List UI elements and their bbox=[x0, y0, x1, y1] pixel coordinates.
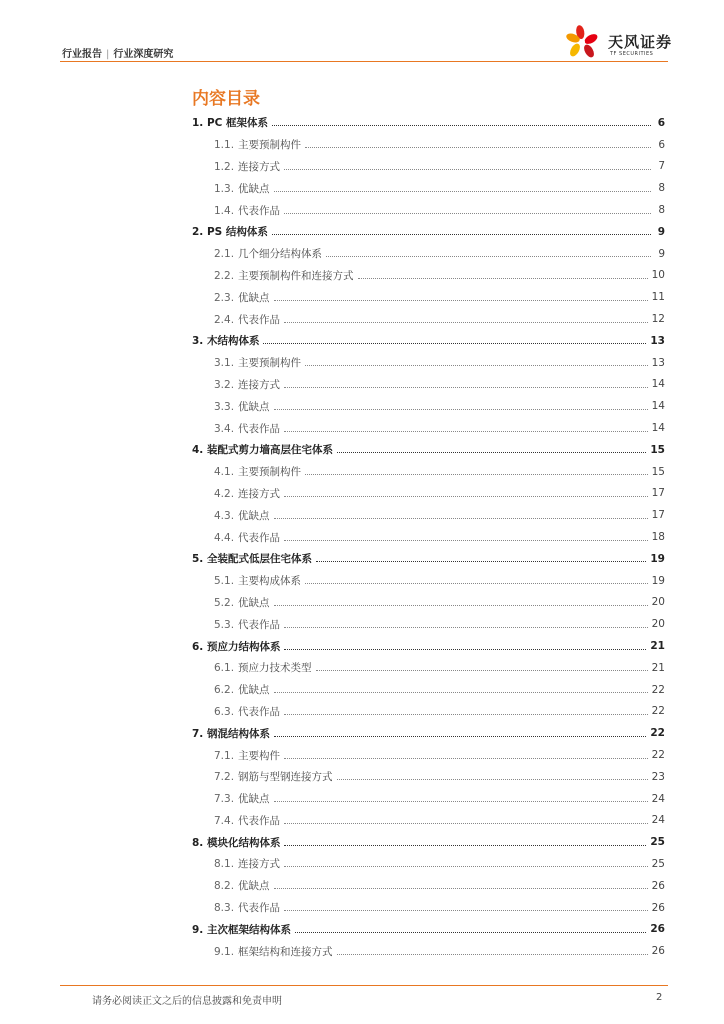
toc-page-number: 22 bbox=[651, 705, 665, 718]
footer-divider bbox=[60, 985, 668, 986]
toc-page-number: 15 bbox=[651, 465, 665, 478]
report-category bbox=[62, 45, 173, 60]
toc-page-number: 22 bbox=[651, 683, 665, 696]
toc-entry-label bbox=[214, 399, 272, 414]
toc-entry-text: 模块化结构体系 bbox=[206, 836, 281, 849]
toc-chapter-entry[interactable] bbox=[192, 330, 665, 352]
toc-chapter-entry[interactable] bbox=[192, 112, 665, 134]
toc-entry-number: 7.3. bbox=[214, 793, 235, 806]
toc-dot-leader bbox=[358, 278, 648, 279]
header-separator: | bbox=[106, 49, 110, 60]
toc-entry-text: PS 结构体系 bbox=[206, 226, 268, 239]
toc-section-entry[interactable] bbox=[192, 504, 665, 526]
toc-dot-leader bbox=[284, 823, 648, 824]
toc-dot-leader bbox=[316, 670, 648, 671]
toc-page-number: 13 bbox=[650, 334, 665, 347]
toc-page-number: 24 bbox=[651, 792, 665, 805]
toc-page-number: 14 bbox=[651, 400, 665, 413]
toc-entry-text: 主要构成体系 bbox=[238, 575, 301, 588]
toc-entry-text: 主要预制构件和连接方式 bbox=[238, 269, 354, 282]
toc-entry-text: 代表作品 bbox=[238, 531, 280, 544]
toc-dot-leader bbox=[284, 213, 651, 214]
toc-entry-text: 代表作品 bbox=[238, 902, 280, 915]
toc-section-entry[interactable] bbox=[192, 613, 665, 635]
toc-entry-number: 7.2. bbox=[214, 771, 235, 784]
toc-section-entry[interactable] bbox=[192, 286, 665, 308]
toc-dot-leader bbox=[284, 169, 651, 170]
toc-dot-leader bbox=[263, 343, 646, 344]
toc-page-number: 14 bbox=[651, 422, 665, 435]
toc-section-entry[interactable] bbox=[192, 417, 665, 439]
toc-section-entry[interactable] bbox=[192, 853, 665, 875]
toc-entry-label bbox=[214, 900, 282, 915]
toc-chapter-entry[interactable] bbox=[192, 548, 665, 570]
toc-entry-text: 优缺点 bbox=[238, 793, 270, 806]
toc-entry-text: 主要预制构件 bbox=[238, 357, 301, 370]
toc-entry-number: 4. bbox=[192, 444, 204, 457]
toc-entry-text: 主要构件 bbox=[238, 749, 280, 762]
toc-entry-label bbox=[214, 486, 282, 501]
toc-entry-text: 代表作品 bbox=[238, 422, 280, 435]
toc-entry-label bbox=[214, 203, 282, 218]
toc-entry-number: 1.2. bbox=[214, 160, 235, 173]
toc-dot-leader bbox=[326, 256, 651, 257]
toc-page-number: 26 bbox=[650, 923, 665, 936]
toc-entry-text: 代表作品 bbox=[238, 313, 280, 326]
toc-entry-label bbox=[214, 944, 335, 959]
toc-entry-label bbox=[214, 530, 282, 545]
toc-entry-label bbox=[192, 224, 270, 239]
toc-entry-number: 1. bbox=[192, 117, 204, 130]
toc-entry-text: 优缺点 bbox=[238, 182, 270, 195]
toc-entry-text: 木结构体系 bbox=[206, 335, 260, 348]
toc-page-number: 10 bbox=[651, 269, 665, 282]
toc-entry-text: 钢混结构体系 bbox=[206, 727, 270, 740]
toc-section-entry[interactable] bbox=[192, 592, 665, 614]
toc-entry-label bbox=[214, 246, 324, 261]
toc-entry-number: 3.1. bbox=[214, 357, 235, 370]
toc-section-entry[interactable] bbox=[192, 679, 665, 701]
toc-dot-leader bbox=[284, 714, 648, 715]
toc-entry-label bbox=[214, 573, 303, 588]
toc-entry-text: 全装配式低层住宅体系 bbox=[206, 553, 312, 566]
toc-dot-leader bbox=[284, 866, 648, 867]
brand-subname: TF SECURITIES bbox=[610, 51, 654, 57]
toc-entry-label bbox=[214, 769, 335, 784]
toc-entry-text: 代表作品 bbox=[238, 204, 280, 217]
toc-dot-leader bbox=[337, 954, 648, 955]
toc-section-entry[interactable] bbox=[192, 766, 665, 788]
toc-entry-text: 优缺点 bbox=[238, 684, 270, 697]
toc-page-number: 12 bbox=[651, 313, 665, 326]
toc-entry-number: 7. bbox=[192, 727, 204, 740]
toc-entry-number: 1.1. bbox=[214, 139, 235, 152]
header-divider bbox=[60, 61, 668, 62]
toc-entry-number: 3.2. bbox=[214, 378, 235, 391]
toc-entry-label bbox=[214, 704, 282, 719]
footer-disclaimer: 请务必阅读正文之后的信息披露和免责申明 bbox=[92, 996, 282, 1007]
toc-entry-number: 5. bbox=[192, 553, 204, 566]
category-label: 行业报告 bbox=[62, 49, 102, 60]
toc-page-number: 17 bbox=[651, 509, 665, 522]
toc-section-entry[interactable] bbox=[192, 526, 665, 548]
toc-entry-number: 8. bbox=[192, 836, 204, 849]
toc-entry-number: 4.3. bbox=[214, 509, 235, 522]
toc-dot-leader bbox=[284, 627, 648, 628]
toc-entry-number: 6.3. bbox=[214, 705, 235, 718]
toc-dot-leader bbox=[305, 583, 648, 584]
toc-entry-text: 连接方式 bbox=[238, 858, 280, 871]
toc-dot-leader bbox=[274, 888, 648, 889]
toc-entry-label bbox=[192, 551, 314, 566]
toc-chapter-entry[interactable] bbox=[192, 439, 665, 461]
toc-dot-leader bbox=[274, 736, 646, 737]
toc-page-number: 18 bbox=[651, 531, 665, 544]
toc-section-entry[interactable] bbox=[192, 875, 665, 897]
toc-entry-label bbox=[214, 290, 272, 305]
toc-section-entry[interactable] bbox=[192, 177, 665, 199]
toc-entry-number: 4.2. bbox=[214, 487, 235, 500]
toc-entry-text: 主要预制构件 bbox=[238, 466, 301, 479]
toc-section-entry[interactable] bbox=[192, 243, 665, 265]
toc-entry-label bbox=[214, 268, 356, 283]
toc-page-number: 6 bbox=[658, 138, 665, 151]
toc-section-entry[interactable] bbox=[192, 788, 665, 810]
toc-page-number: 24 bbox=[651, 814, 665, 827]
toc-entry-number: 2.2. bbox=[214, 269, 235, 282]
toc-entry-text: 优缺点 bbox=[238, 291, 270, 304]
toc-page-number: 13 bbox=[651, 356, 665, 369]
brand-name: 天风证券 bbox=[608, 33, 673, 51]
toc-entry-text: 优缺点 bbox=[238, 596, 270, 609]
toc-entry-number: 6. bbox=[192, 640, 204, 653]
toc-entry-number: 8.3. bbox=[214, 902, 235, 915]
toc-entry-text: 优缺点 bbox=[238, 400, 270, 413]
toc-entry-number: 7.1. bbox=[214, 749, 235, 762]
toc-entry-number: 5.3. bbox=[214, 618, 235, 631]
toc-page-number: 11 bbox=[651, 291, 665, 304]
footer-page-number: 2 bbox=[656, 992, 663, 1003]
toc-entry-number: 7.4. bbox=[214, 814, 235, 827]
toc-page-number: 6 bbox=[657, 116, 665, 129]
toc-entry-label bbox=[214, 377, 282, 392]
toc-entry-text: 预应力结构体系 bbox=[206, 640, 281, 653]
toc-entry-number: 9.1. bbox=[214, 945, 235, 958]
toc-dot-leader bbox=[284, 845, 646, 846]
toc-page-number: 15 bbox=[650, 443, 665, 456]
toc-entry-text: 框架结构和连接方式 bbox=[238, 945, 333, 958]
toc-entry-number: 3.4. bbox=[214, 422, 235, 435]
toc-page-number: 20 bbox=[651, 596, 665, 609]
toc-entry-number: 2. bbox=[192, 226, 204, 239]
toc-page-number: 25 bbox=[650, 836, 665, 849]
toc-dot-leader bbox=[284, 496, 648, 497]
toc-dot-leader bbox=[274, 692, 648, 693]
toc-section-entry[interactable] bbox=[192, 265, 665, 287]
toc-dot-leader bbox=[274, 409, 648, 410]
toc-dot-leader bbox=[274, 518, 648, 519]
toc-entry-text: 几个细分结构体系 bbox=[238, 248, 322, 261]
toc-entry-number: 3. bbox=[192, 335, 204, 348]
toc-section-entry[interactable] bbox=[192, 308, 665, 330]
toc-section-entry[interactable] bbox=[192, 461, 665, 483]
toc-entry-label bbox=[192, 922, 293, 937]
toc-dot-leader bbox=[305, 474, 648, 475]
toc-section-entry[interactable] bbox=[192, 352, 665, 374]
toc-dot-leader bbox=[274, 191, 652, 192]
toc-entry-label bbox=[214, 421, 282, 436]
toc-section-entry[interactable] bbox=[192, 701, 665, 723]
toc-page-number: 22 bbox=[650, 727, 665, 740]
page-header bbox=[0, 0, 724, 62]
toc-dot-leader bbox=[337, 452, 646, 453]
toc-entry-label bbox=[192, 333, 261, 348]
toc-dot-leader bbox=[272, 125, 651, 126]
toc-dot-leader bbox=[284, 322, 648, 323]
toc-entry-text: 主次框架结构体系 bbox=[206, 923, 291, 936]
toc-page-number: 23 bbox=[651, 770, 665, 783]
toc-entry-text: 连接方式 bbox=[238, 378, 280, 391]
subcategory-label: 行业深度研究 bbox=[113, 49, 174, 60]
toc-entry-label bbox=[214, 660, 314, 675]
toc-entry-number: 3.3. bbox=[214, 400, 235, 413]
toc-entry-label bbox=[214, 617, 282, 632]
toc-section-entry[interactable] bbox=[192, 570, 665, 592]
toc-page-number: 21 bbox=[651, 661, 665, 674]
toc-entry-number: 2.3. bbox=[214, 291, 235, 304]
toc-page-number: 9 bbox=[658, 247, 665, 260]
toc-page-number: 19 bbox=[650, 552, 665, 565]
toc-entry-label bbox=[214, 791, 272, 806]
toc-entry-text: 代表作品 bbox=[238, 618, 280, 631]
toc-section-entry[interactable] bbox=[192, 483, 665, 505]
toc-section-entry[interactable] bbox=[192, 897, 665, 919]
toc-page-number: 21 bbox=[650, 640, 665, 653]
toc-dot-leader bbox=[305, 147, 651, 148]
toc-chapter-entry[interactable] bbox=[192, 831, 665, 853]
toc-entry-text: 连接方式 bbox=[238, 160, 280, 173]
toc-page-number: 7 bbox=[658, 160, 665, 173]
toc-dot-leader bbox=[284, 758, 648, 759]
toc-entry-number: 9. bbox=[192, 923, 204, 936]
toc-entry-number: 6.1. bbox=[214, 662, 235, 675]
toc-section-entry[interactable] bbox=[192, 744, 665, 766]
toc-page-number: 26 bbox=[651, 901, 665, 914]
toc-page-number: 8 bbox=[658, 182, 665, 195]
toc-dot-leader bbox=[272, 234, 651, 235]
toc-entry-text: 装配式剪力墙高层住宅体系 bbox=[206, 444, 333, 457]
toc-chapter-entry[interactable] bbox=[192, 722, 665, 744]
toc-entry-label bbox=[214, 878, 272, 893]
toc-page-number: 8 bbox=[658, 204, 665, 217]
toc-entry-text: PC 框架体系 bbox=[206, 117, 269, 130]
toc-section-entry[interactable] bbox=[192, 395, 665, 417]
toc-chapter-entry[interactable] bbox=[192, 635, 665, 657]
toc-page-number: 22 bbox=[651, 749, 665, 761]
toc-entry-number: 2.4. bbox=[214, 313, 235, 326]
toc-dot-leader bbox=[284, 431, 648, 432]
toc-section-entry[interactable] bbox=[192, 134, 665, 156]
toc-entry-text: 预应力技术类型 bbox=[238, 662, 312, 675]
toc-page-number: 25 bbox=[651, 857, 665, 870]
toc-dot-leader bbox=[337, 779, 648, 780]
toc-section-entry[interactable] bbox=[192, 156, 665, 178]
toc-entry-label bbox=[192, 639, 282, 654]
toc-section-entry[interactable] bbox=[192, 199, 665, 221]
toc-dot-leader bbox=[274, 300, 648, 301]
toc-entry-number: 2.1. bbox=[214, 248, 235, 261]
toc-entry-text: 钢筋与型钢连接方式 bbox=[238, 771, 333, 784]
toc-entry-label bbox=[214, 464, 303, 479]
toc-entry-number: 5.2. bbox=[214, 596, 235, 609]
toc-entry-label bbox=[214, 748, 282, 763]
toc-entry-label bbox=[214, 508, 272, 523]
toc-entry-text: 优缺点 bbox=[238, 880, 270, 893]
toc-entry-number: 5.1. bbox=[214, 575, 235, 588]
toc-entry-text: 优缺点 bbox=[238, 509, 270, 522]
toc-entry-number: 4.4. bbox=[214, 531, 235, 544]
toc-entry-label bbox=[214, 137, 303, 152]
toc-dot-leader bbox=[295, 932, 646, 933]
toc-entry-label bbox=[192, 726, 272, 741]
toc-dot-leader bbox=[284, 540, 648, 541]
toc-entry-label bbox=[214, 355, 303, 370]
toc-page-number: 14 bbox=[651, 378, 665, 391]
toc-entry-number: 1.4. bbox=[214, 204, 235, 217]
toc-entry-text: 主要预制构件 bbox=[238, 139, 301, 152]
toc-chapter-entry[interactable] bbox=[192, 221, 665, 243]
toc-entry-text: 代表作品 bbox=[238, 705, 280, 718]
toc-entry-label bbox=[192, 835, 282, 850]
toc-entry-label bbox=[192, 442, 335, 457]
toc-dot-leader bbox=[305, 365, 648, 366]
toc-chapter-entry[interactable] bbox=[192, 918, 665, 940]
toc-entry-label bbox=[214, 595, 272, 610]
toc-section-entry[interactable] bbox=[192, 810, 665, 832]
toc-section-entry[interactable] bbox=[192, 657, 665, 679]
toc-section-entry[interactable] bbox=[192, 374, 665, 396]
toc-entry-label bbox=[214, 813, 282, 828]
toc-entry-number: 8.1. bbox=[214, 858, 235, 871]
toc-title: 内容目录 bbox=[192, 89, 260, 109]
toc-dot-leader bbox=[274, 801, 648, 802]
toc-entry-text: 连接方式 bbox=[238, 487, 280, 500]
toc-dot-leader bbox=[316, 561, 646, 562]
toc-entry-text: 代表作品 bbox=[238, 814, 280, 827]
toc-page-number: 20 bbox=[651, 618, 665, 631]
toc-page-number: 26 bbox=[651, 879, 665, 892]
toc-entry-label bbox=[214, 312, 282, 327]
toc-page-number: 9 bbox=[657, 225, 665, 238]
toc-entry-label bbox=[192, 115, 270, 130]
toc-dot-leader bbox=[284, 649, 646, 650]
toc-dot-leader bbox=[284, 387, 648, 388]
toc-entry-number: 4.1. bbox=[214, 466, 235, 479]
toc-entry-number: 8.2. bbox=[214, 880, 235, 893]
toc-dot-leader bbox=[284, 910, 648, 911]
toc-dot-leader bbox=[274, 605, 648, 606]
toc-page-number: 17 bbox=[651, 487, 665, 500]
toc-entry-label bbox=[214, 856, 282, 871]
toc-entry-label bbox=[214, 682, 272, 697]
toc-section-entry[interactable] bbox=[192, 940, 665, 962]
toc-page-number: 19 bbox=[651, 574, 665, 587]
toc-entry-number: 1.3. bbox=[214, 182, 235, 195]
toc-entry-label bbox=[214, 181, 272, 196]
table-of-contents bbox=[192, 112, 665, 962]
toc-entry-number: 6.2. bbox=[214, 684, 235, 697]
toc-entry-label bbox=[214, 159, 282, 174]
toc-page-number: 26 bbox=[651, 945, 665, 958]
